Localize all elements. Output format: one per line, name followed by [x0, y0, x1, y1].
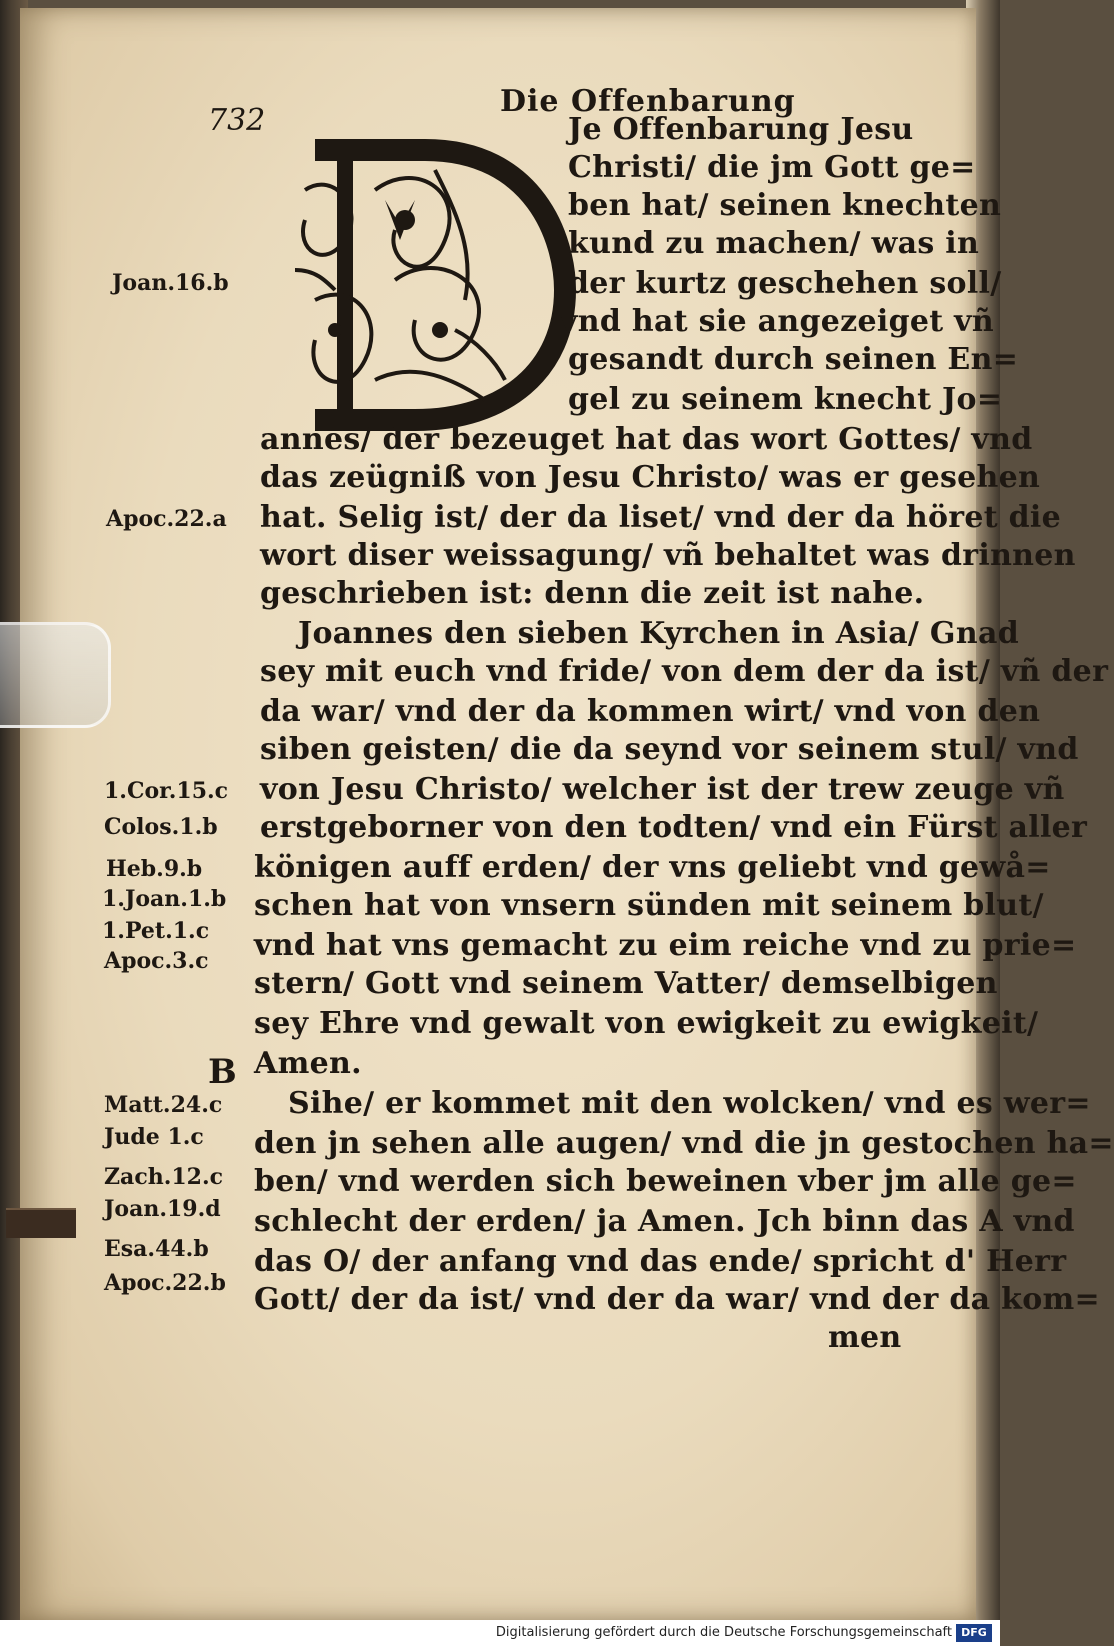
running-head: Die Offenbarung: [500, 84, 796, 119]
text-line: gel zu seinem knecht Jo=: [568, 382, 1003, 417]
ornamental-initial: [275, 130, 575, 430]
margin-note: Zach.12.c: [104, 1164, 224, 1190]
text-line: das zeügniß von Jesu Christo/ was er gesehen: [260, 460, 1041, 495]
bookmark-ribbon: [6, 1208, 76, 1238]
text-line: schlecht der erden/ ja Amen. Jch binn das A vnd: [254, 1204, 1075, 1239]
text-line: sey mit euch vnd fride/ von dem der da ist/ vñ der: [260, 654, 1109, 689]
text-line: schen hat von vnsern sünden mit seinem blut/: [254, 888, 1044, 923]
text-line: Amen.: [254, 1046, 362, 1081]
footer-credit-text: Digitalisierung gefördert durch die Deutsche Forschungsgemeinschaft: [495, 1625, 952, 1640]
text-line: men: [828, 1320, 902, 1355]
margin-note: Matt.24.c: [104, 1092, 223, 1118]
text-line: ben hat/ seinen knechten: [568, 188, 1002, 223]
text-line: Je Offenbarung Jesu: [568, 112, 914, 147]
text-line: geschrieben ist: denn die zeit ist nahe.: [260, 576, 925, 611]
text-line: königen auff erden/ der vns geliebt vnd gewå=: [254, 850, 1051, 885]
book-page: [20, 8, 1114, 1620]
margin-note: 1.Cor.15.c: [104, 778, 229, 804]
dfg-logo: DFG: [956, 1624, 992, 1642]
section-marker: B: [208, 1052, 237, 1092]
text-line: wort diser weissagung/ vñ behaltet was drinnen: [260, 538, 1076, 573]
margin-note: Jude 1.c: [104, 1124, 204, 1150]
margin-note: Apoc.22.b: [104, 1270, 226, 1296]
margin-note: 1.Joan.1.b: [102, 886, 227, 912]
text-line: von Jesu Christo/ welcher ist der trew zeuge vñ: [260, 772, 1065, 807]
margin-note: Colos.1.b: [104, 814, 218, 840]
text-line: da war/ vnd der da kommen wirt/ vnd von den: [260, 694, 1041, 729]
text-line: erstgeborner von den todten/ vnd ein Fürst aller: [260, 810, 1088, 845]
margin-note: Esa.44.b: [104, 1236, 209, 1262]
text-line: gesandt durch seinen En=: [568, 342, 1019, 377]
text-line: siben geisten/ die da seynd vor seinem stul/ vnd: [260, 732, 1079, 767]
text-line: das O/ der anfang vnd das ende/ spricht d' Herr: [254, 1244, 1067, 1279]
text-line: ben/ vnd werden sich beweinen vber jm alle ge=: [254, 1164, 1077, 1199]
text-line: Sihe/ er kommet mit den wolcken/ vnd es wer=: [288, 1086, 1091, 1121]
text-line: Christi/ die jm Gott ge=: [568, 150, 976, 185]
text-line: der kurtz geschehen soll/: [568, 266, 1002, 301]
text-line: vnd hat vns gemacht zu eim reiche vnd zu prie=: [254, 928, 1077, 963]
margin-note: Joan.16.b: [112, 270, 229, 296]
text-line: kund zu machen/ was in: [568, 226, 980, 261]
text-line: hat. Selig ist/ der da liset/ vnd der da höret die: [260, 500, 1062, 535]
margin-note: Apoc.3.c: [104, 948, 209, 974]
page-number: 732: [208, 103, 266, 138]
margin-note: Apoc.22.a: [106, 506, 227, 532]
footer-credit-bar: [0, 1620, 1000, 1646]
text-line: Joannes den sieben Kyrchen in Asia/ Gnad: [298, 616, 1019, 651]
ornamental-initial-d: [275, 130, 575, 430]
text-line: den jn sehen alle augen/ vnd die jn gestochen ha=: [254, 1126, 1114, 1161]
margin-note: Heb.9.b: [106, 856, 203, 882]
margin-note: Joan.19.d: [104, 1196, 221, 1222]
text-line: stern/ Gott vnd seinem Vatter/ demselbigen: [254, 966, 998, 1001]
text-line: Gott/ der da ist/ vnd der da war/ vnd der da kom=: [254, 1282, 1100, 1317]
text-line: vnd hat sie angezeiget vñ: [560, 304, 994, 339]
text-line: sey Ehre vnd gewalt von ewigkeit zu ewigkeit/: [254, 1006, 1039, 1041]
margin-note: 1.Pet.1.c: [102, 918, 210, 944]
page-clip: [0, 622, 111, 728]
text-line: annes/ der bezeuget hat das wort Gottes/ vnd: [260, 422, 1033, 457]
